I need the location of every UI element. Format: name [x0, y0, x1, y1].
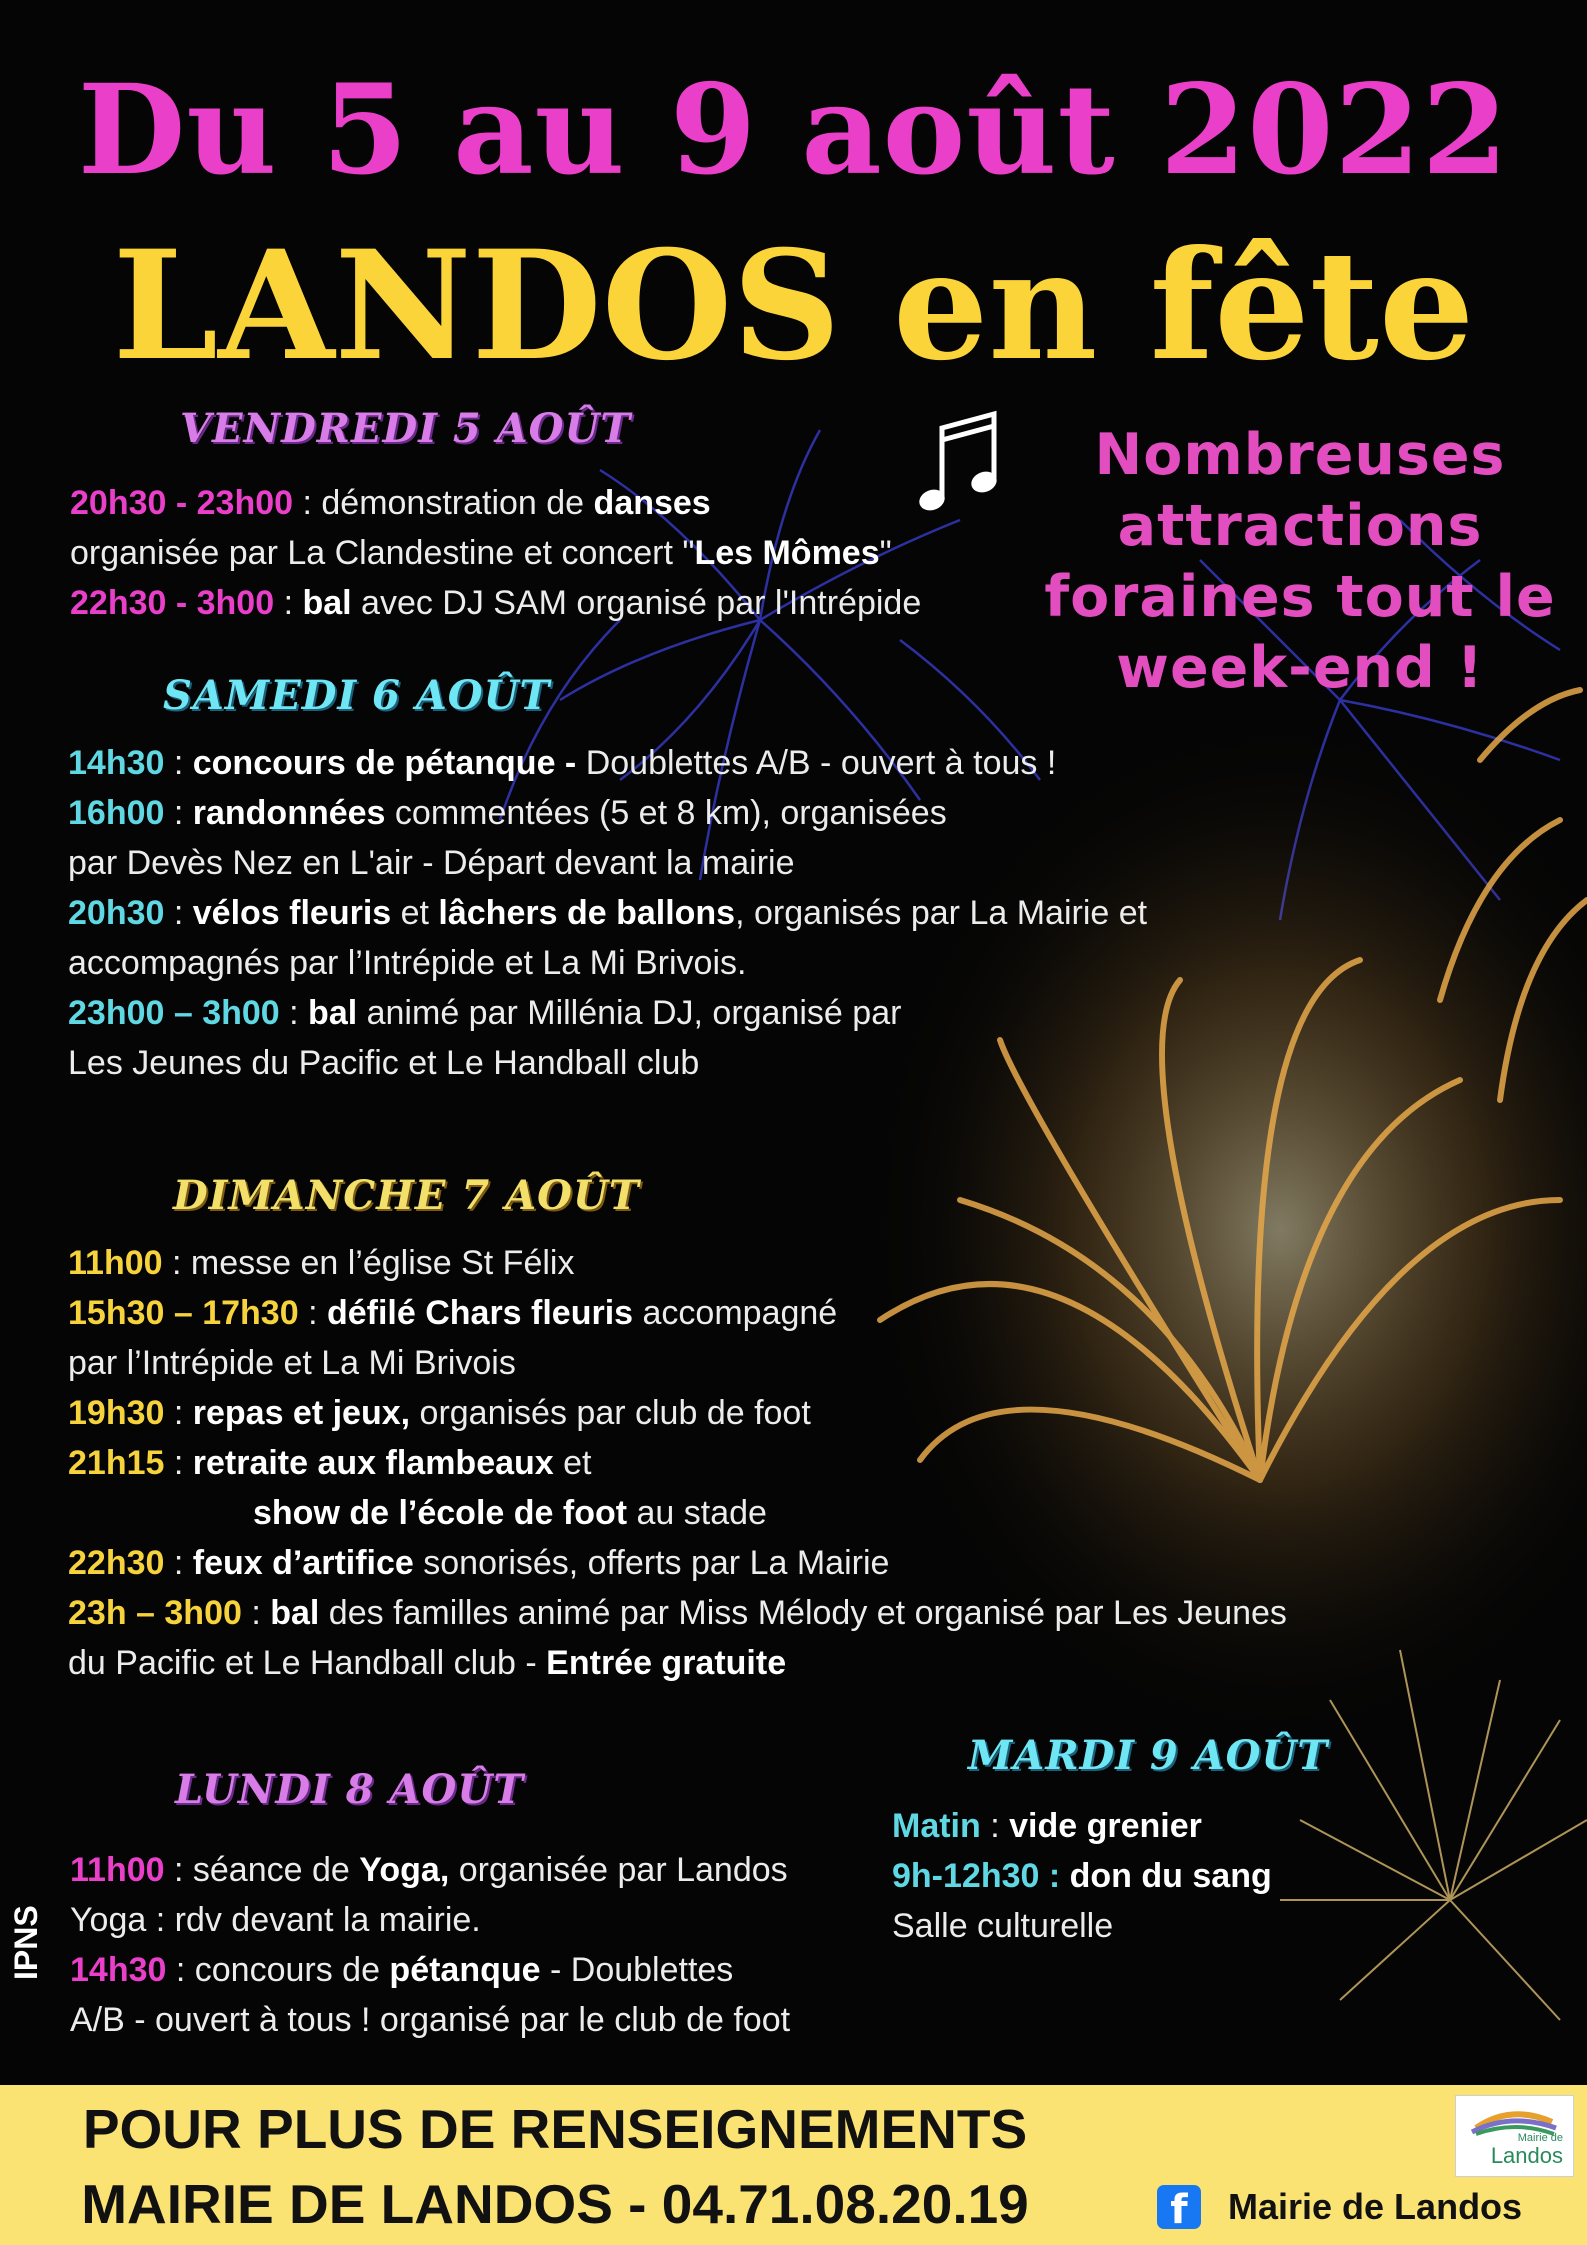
schedule-line: 23h – 3h00 : bal des familles animé par Miss Mélody et organisé par Les Jeunes [68, 1594, 1287, 1632]
day-heading-sunday: DIMANCHE 7 AOÛT [173, 1172, 640, 1219]
schedule-line: Les Jeunes du Pacific et Le Handball club [68, 1044, 700, 1082]
schedule-line: Salle culturelle [892, 1907, 1114, 1945]
time: 21h15 [68, 1444, 165, 1482]
time: 22h30 - 3h00 [70, 584, 275, 622]
schedule-line: 11h00 : séance de Yoga, organisée par Landos [70, 1851, 788, 1889]
schedule-line: par l’Intrépide et La Mi Brivois [68, 1344, 516, 1382]
schedule-line: organisée par La Clandestine et concert "Les Mômes" [70, 534, 892, 572]
schedule-line: 19h30 : repas et jeux, organisés par club de foot [68, 1394, 811, 1432]
time: 22h30 [68, 1544, 165, 1582]
time: 11h00 [70, 1851, 165, 1889]
day-heading-friday: VENDREDI 5 AOÛT [180, 405, 632, 452]
time: 19h30 [68, 1394, 165, 1432]
attractions-note: Nombreuses attractions foraines tout le week-end ! [1044, 422, 1556, 701]
facebook-icon[interactable]: f [1157, 2185, 1201, 2229]
schedule-line: A/B - ouvert à tous ! organisé par le club de foot [70, 2001, 791, 2039]
schedule-line: 16h00 : randonnées commentées (5 et 8 km), organisées [68, 794, 947, 832]
schedule-tuesday [892, 1801, 1272, 1951]
time: 11h00 [68, 1244, 163, 1282]
time: 16h00 [68, 794, 165, 832]
schedule-line: 14h30 : concours de pétanque - Doublettes [70, 1951, 734, 1989]
schedule-line: 20h30 : vélos fleuris et lâchers de ballons, organisés par La Mairie et [68, 894, 1148, 932]
schedule-line: 9h-12h30 : don du sang [892, 1857, 1272, 1895]
schedule-line: 11h00 : messe en l’église St Félix [68, 1244, 575, 1282]
schedule-line: 22h30 : feux d’artifice sonorisés, offerts par La Mairie [68, 1544, 890, 1582]
footer-info-line: POUR PLUS DE RENSEIGNEMENTS [82, 2098, 1028, 2160]
day-heading-saturday: SAMEDI 6 AOÛT [163, 672, 551, 719]
day-heading-tuesday: MARDI 9 AOÛT [968, 1732, 1329, 1779]
footer [0, 2085, 1587, 2245]
schedule-line: 14h30 : concours de pétanque - Doublettes A/B - ouvert à tous ! [68, 744, 1057, 782]
logo-hills-icon [1456, 2096, 1573, 2136]
logo-small-text: Mairie de [1517, 2132, 1563, 2144]
schedule-line: show de l’école de foot au stade [253, 1494, 767, 1532]
schedule-line: 15h30 – 17h30 : défilé Chars fleuris accompagné [68, 1294, 838, 1332]
time: 23h00 – 3h00 [68, 994, 280, 1032]
schedule-line: 21h15 : retraite aux flambeaux et [68, 1444, 592, 1482]
event-title: LANDOS en fête [112, 218, 1475, 394]
time: Matin [892, 1807, 981, 1845]
schedule-line: Matin : vide grenier [892, 1807, 1202, 1845]
time: 20h30 [68, 894, 165, 932]
event-dates: Du 5 au 9 août 2022 [77, 58, 1510, 203]
footer-contact-line: MAIRIE DE LANDOS - 04.71.08.20.19 [81, 2173, 1029, 2235]
time: 23h – 3h00 [68, 1594, 242, 1632]
schedule-line: du Pacific et Le Handball club - Entrée gratuite [68, 1644, 787, 1682]
schedule-line: 22h30 - 3h00 : bal avec DJ SAM organisé par l'Intrépide [70, 584, 922, 622]
schedule-friday [70, 478, 921, 628]
schedule-line: 23h00 – 3h00 : bal animé par Millénia DJ, organisé par [68, 994, 902, 1032]
schedule-monday [70, 1845, 790, 2045]
time: 15h30 – 17h30 [68, 1294, 299, 1332]
schedule-line: par Devès Nez en L'air - Départ devant la mairie [68, 844, 795, 882]
schedule-line: 20h30 - 23h00 : démonstration de danses [70, 484, 711, 522]
time: 20h30 - 23h00 [70, 484, 294, 522]
ipns-label: IPNS [8, 1905, 44, 1980]
logo-big-text: Landos [1490, 2143, 1563, 2168]
time: 14h30 [70, 1951, 167, 1989]
time: 14h30 [68, 744, 165, 782]
facebook-page-link[interactable]: Mairie de Landos [1228, 2186, 1523, 2227]
mairie-logo [1455, 2095, 1574, 2177]
schedule-sunday [68, 1238, 1287, 1688]
day-heading-monday: LUNDI 8 AOÛT [175, 1766, 524, 1813]
schedule-saturday [68, 738, 1147, 1088]
music-note-icon [910, 400, 1010, 525]
schedule-line: Yoga : rdv devant la mairie. [70, 1901, 481, 1939]
schedule-line: accompagnés par l’Intrépide et La Mi Brivois. [68, 944, 747, 982]
time: 9h-12h30 : [892, 1857, 1061, 1895]
